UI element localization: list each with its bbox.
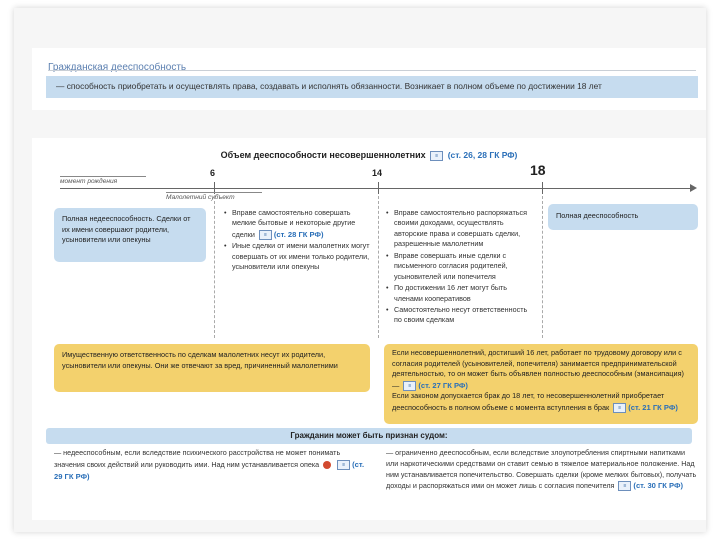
marriage-text: Если законом допускается брак до 18 лет, то несовершеннолетний приобретает дееспособность в полном объеме с момента вступления в брак xyxy=(392,391,665,412)
ref-27[interactable]: (ст. 27 ГК РФ) xyxy=(418,380,468,390)
young-label: Малолетний субъект xyxy=(166,192,262,201)
box-emancipation xyxy=(384,344,698,424)
incapacity-text: — недееспособным, если вследствие психического расстройства не может понимать значения своих действий или руководить ими. Над ним устанавливается опека xyxy=(54,448,341,469)
bullet-item: • Вправе самостоятельно совершать мелкие бытовые и некоторые другие сделки ≡ (ст. 28 ГК РФ) xyxy=(224,208,374,240)
ref-21[interactable]: (ст. 21 ГК РФ) xyxy=(628,402,678,412)
divider-6 xyxy=(214,196,215,338)
box-liability: Имущественную ответственность по сделкам малолетних несут их родители, усыновители или опекуны. Они же отвечают за вред, причиненный малолетними xyxy=(54,344,370,392)
timeline-arrow-icon xyxy=(690,184,697,192)
scheme-card xyxy=(32,138,706,520)
document-icon[interactable]: ≡ xyxy=(259,230,272,240)
limited-capacity-text-block xyxy=(386,448,698,492)
age-14: 14 xyxy=(372,168,383,178)
warning-icon xyxy=(323,461,331,469)
document-icon[interactable]: ≡ xyxy=(403,381,416,391)
tick-14 xyxy=(378,182,379,194)
bullet-item: • Вправе совершать иные сделки с письменного согласия родителей, усыновителей или попечителя xyxy=(386,251,536,282)
divider-14 xyxy=(378,196,379,338)
bullet-item: • По достижении 16 лет могут быть членами кооперативов xyxy=(386,283,536,304)
slide xyxy=(14,8,706,532)
document-icon[interactable]: ≡ xyxy=(613,403,626,413)
rights-14-18 xyxy=(386,208,536,327)
document-icon[interactable]: ≡ xyxy=(618,481,631,491)
bullet-item: • Самостоятельно несут ответственность по своим сделкам xyxy=(386,305,536,326)
box-full-capacity: Полная дееспособность xyxy=(548,204,698,230)
age-timeline xyxy=(60,188,692,189)
scheme-title-ref[interactable]: (ст. 26, 28 ГК РФ) xyxy=(447,150,518,160)
limited-capacity-text: — ограниченно дееспособным, если вследствие злоупотребления спиртными напитками или наркотическими средствами он ставит семью в тяжелое материальное положение. Над ним устанавливается попечительство. Совершать сделки (кроме мелких бытовых), получать доходы и распоряжаться ими он может лишь с согласия попечителя xyxy=(386,448,697,491)
box-under-6: Полная недееспособность. Сделки от их имени совершают родители, усыновители или опекуны xyxy=(54,208,206,262)
incapacity-text-block xyxy=(54,448,370,482)
document-icon[interactable]: ≡ xyxy=(430,151,443,161)
scheme-title xyxy=(32,150,706,161)
ref-28[interactable]: (ст. 28 ГК РФ) xyxy=(273,229,324,239)
age-18: 18 xyxy=(530,162,546,178)
document-icon[interactable]: ≡ xyxy=(337,460,350,470)
emancipation-text: Если несовершеннолетний, достигший 16 лет, работает по трудовому договору или с согласия родителей (усыновителей, попечителя) занимается предпринимательской деятельностью, то он может быть объявлен полностью дееспособным (эмансипация) — xyxy=(392,348,684,390)
bullet-item: • Иные сделки от имени малолетних могут совершать от их имени только родители, усыновители или опекуны xyxy=(224,241,374,272)
definition-card xyxy=(32,48,706,110)
ref-29[interactable]: (ст. 29 ГК РФ) xyxy=(54,459,365,481)
title-divider xyxy=(48,70,696,71)
definition-text: — способность приобретать и осуществлять права, создавать и исполнять обязанности. Возникает в полном объеме по достижении 18 лет xyxy=(56,81,602,91)
court-bar-text: Гражданин может быть признан судом: xyxy=(290,431,448,440)
scheme-title-text: Объем дееспособности несовершеннолетних xyxy=(220,150,426,160)
tick-18 xyxy=(542,182,543,194)
rights-6-14 xyxy=(224,208,374,274)
ref-30[interactable]: (ст. 30 ГК РФ) xyxy=(633,481,684,491)
age-6: 6 xyxy=(210,168,216,178)
bullet-item: • Вправе самостоятельно распоряжаться своими доходами, осуществлять авторские права и совершать сделки, разрешенные малолетним xyxy=(386,208,536,250)
definition-bar xyxy=(46,76,698,98)
divider-18 xyxy=(542,196,543,338)
court-bar xyxy=(46,428,692,444)
birth-label: момент рождения xyxy=(60,176,146,185)
card-title: Гражданская дееспособность xyxy=(48,62,187,73)
